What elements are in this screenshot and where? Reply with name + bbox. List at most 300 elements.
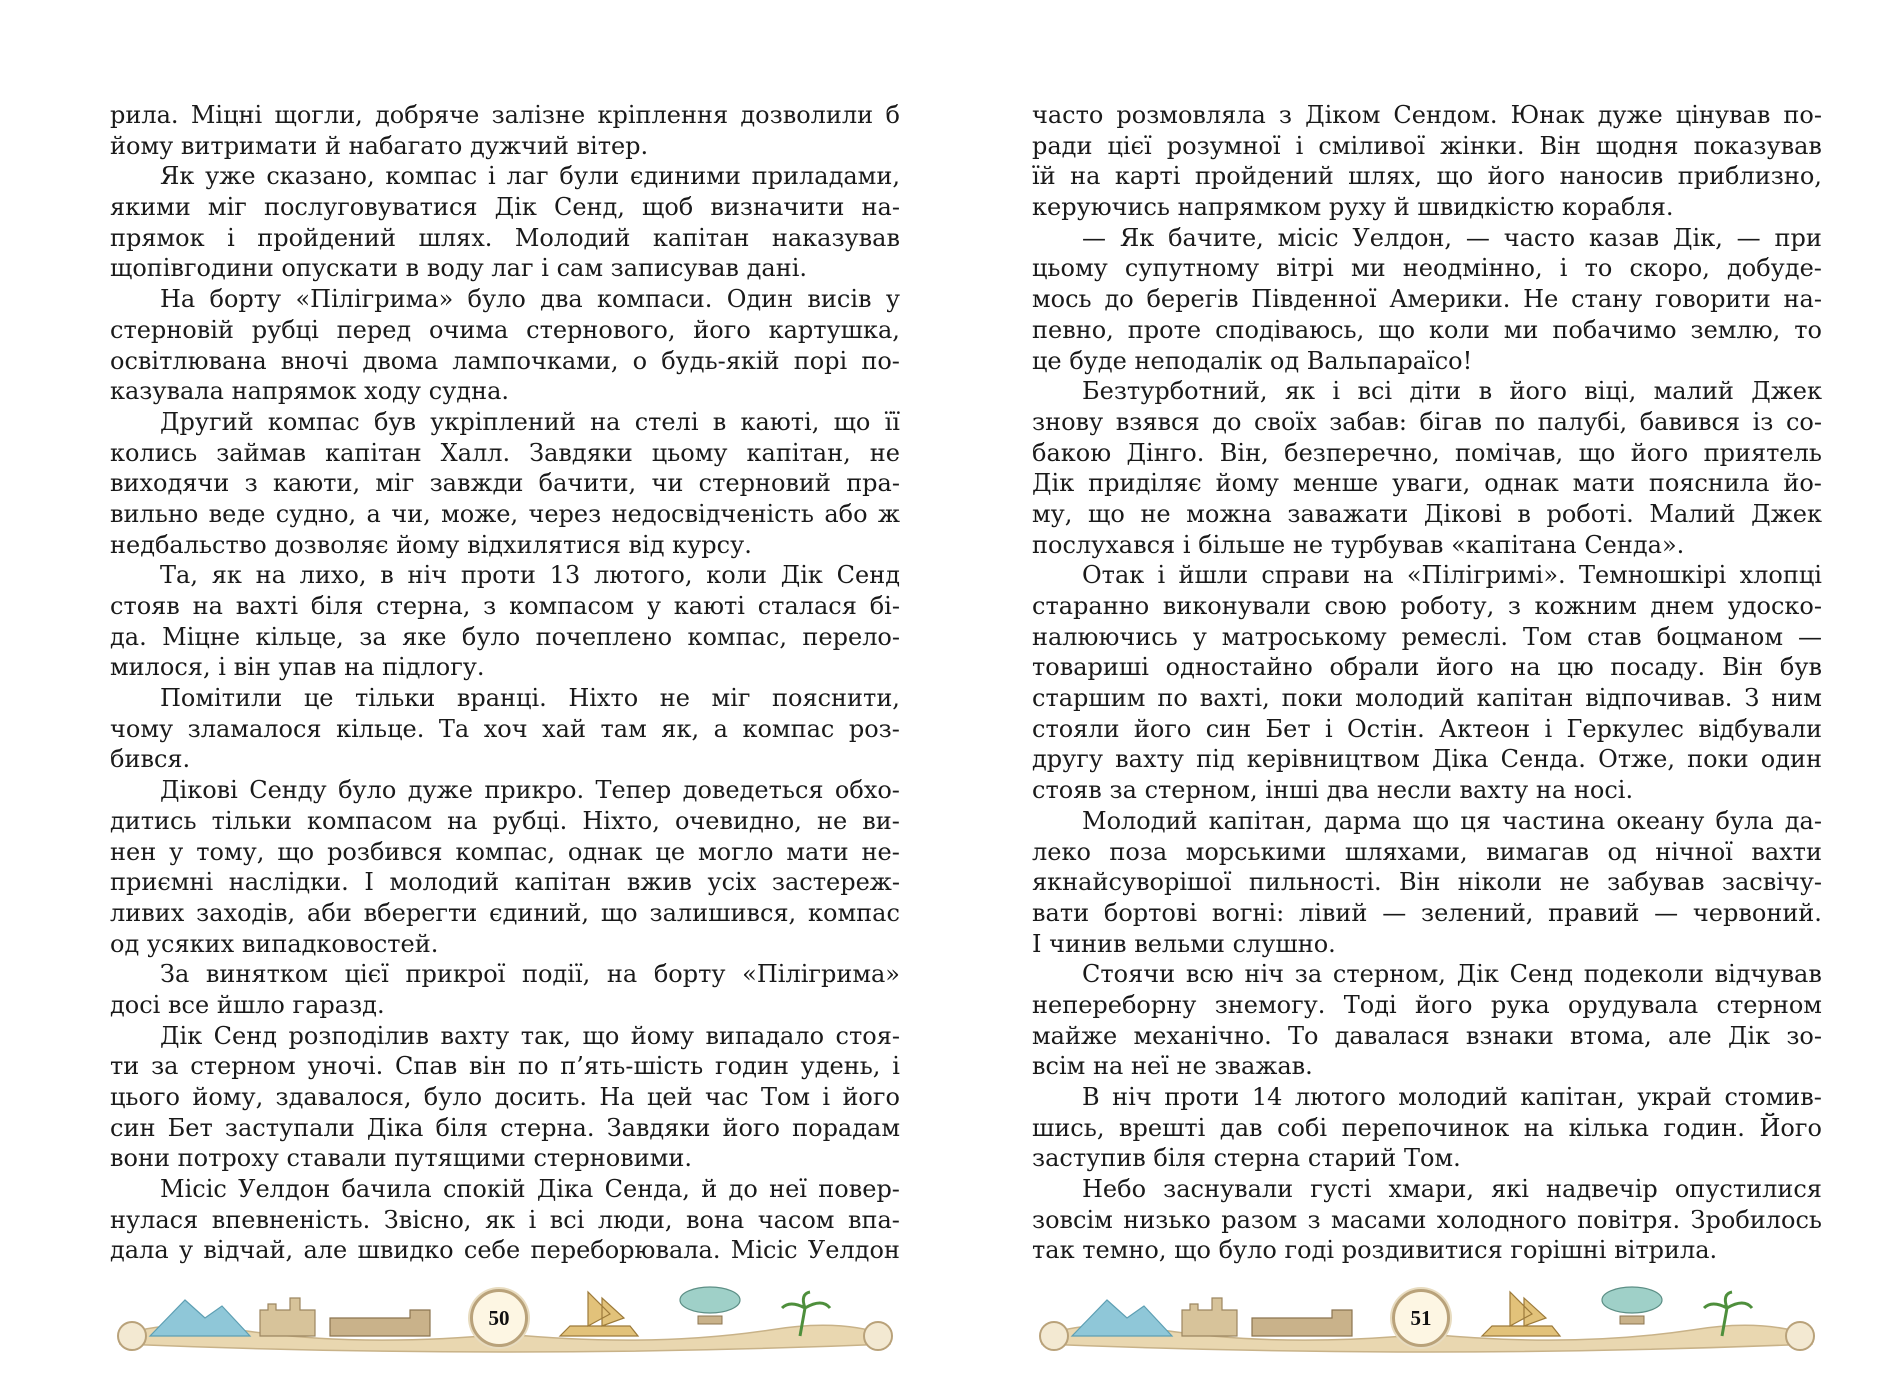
text-line: [1032, 1174, 1822, 1205]
word: було: [467, 285, 526, 314]
word: Геркулес: [1566, 714, 1684, 743]
word: слушно.: [1232, 929, 1336, 958]
word: досить.: [494, 1083, 588, 1111]
word: на-: [861, 193, 900, 222]
word: нен: [110, 837, 157, 866]
word: не: [816, 806, 848, 835]
word: Сендом.: [1393, 101, 1498, 129]
word: В: [1082, 1083, 1100, 1111]
word: у: [178, 1236, 194, 1265]
word: почеплено: [535, 622, 673, 651]
word: Бет: [167, 1113, 213, 1142]
word: рубці.: [492, 806, 568, 835]
word: темно,: [1082, 1236, 1167, 1265]
word: з: [1278, 101, 1293, 129]
word: його: [722, 1113, 780, 1142]
word: тільки: [211, 806, 292, 835]
word: часом: [757, 1205, 835, 1234]
word: й: [1393, 193, 1410, 222]
word: судно,: [275, 499, 357, 528]
word: З: [1744, 684, 1760, 713]
text-line: [110, 131, 900, 162]
word: Діка: [1431, 745, 1489, 774]
word: сміливої: [1318, 131, 1426, 160]
word: капітан: [652, 223, 750, 252]
word: стерна: [1213, 1144, 1301, 1173]
word: собі: [1277, 1113, 1328, 1142]
text-line: [1032, 837, 1822, 868]
word: але: [1667, 1021, 1712, 1050]
word: була: [1715, 806, 1774, 835]
word: б: [885, 101, 900, 129]
word: —: [1736, 223, 1761, 252]
word: два: [1326, 776, 1370, 805]
text-line: [110, 1082, 900, 1113]
word: бачила: [341, 1175, 432, 1204]
word: був: [373, 407, 417, 436]
text-line: [110, 990, 900, 1021]
word: витримати: [180, 131, 318, 160]
text-line: [1032, 192, 1822, 223]
word: корабля.: [1561, 193, 1674, 222]
word: дуже: [1597, 101, 1663, 129]
word: бігав: [1419, 407, 1483, 436]
word: неї: [769, 1175, 807, 1204]
word: каюти,: [272, 469, 361, 498]
word: пра-: [846, 469, 900, 498]
word: нулася: [110, 1205, 199, 1234]
word: рубці: [251, 315, 319, 344]
word: йому: [396, 530, 460, 559]
word: не: [1176, 1052, 1207, 1081]
word: це: [655, 837, 686, 866]
castle-icon: [1182, 1298, 1237, 1336]
word: од: [110, 929, 140, 958]
word: капітан: [514, 868, 612, 897]
word: годин.: [1663, 1113, 1745, 1142]
word: а: [713, 714, 728, 743]
word: од: [1269, 346, 1300, 375]
word: Бет: [1265, 714, 1311, 743]
word: дарма: [1323, 806, 1402, 835]
word: це: [303, 684, 334, 713]
text-line: [1032, 744, 1822, 775]
word: воду: [426, 254, 484, 283]
word: потроху: [177, 1144, 279, 1173]
text-line: [1032, 898, 1822, 929]
word: непереборну: [1032, 990, 1197, 1019]
text-line: [1032, 714, 1822, 745]
text-line: [110, 560, 900, 591]
text-line: [110, 1143, 900, 1174]
text-line: [110, 898, 900, 929]
word: порадам: [792, 1113, 900, 1142]
word: його: [1133, 714, 1192, 743]
word: а: [366, 499, 381, 528]
word: Місіс: [730, 1236, 798, 1265]
word: Джек: [1751, 377, 1822, 406]
word: носі.: [1573, 776, 1634, 805]
word: чи: [651, 469, 684, 498]
word: вітрила.: [1614, 1236, 1718, 1265]
word: наказував: [771, 223, 900, 252]
word: сталася: [757, 592, 857, 620]
word: люди,: [597, 1205, 673, 1234]
word: вахті,: [1199, 684, 1270, 713]
text-line: [110, 499, 900, 530]
word: вжив: [626, 868, 692, 897]
word: пильності.: [1248, 868, 1382, 897]
text-line: [1032, 407, 1822, 438]
word: лівий: [1298, 898, 1368, 927]
word: визначити: [710, 193, 845, 222]
word: здавалося,: [275, 1083, 412, 1111]
word: Завдяки: [606, 1113, 711, 1142]
word: Том.: [1403, 1144, 1461, 1173]
word: перело-: [802, 622, 900, 651]
word: наслідки.: [228, 868, 349, 897]
text-line: [1032, 499, 1822, 530]
word: дитись: [110, 806, 197, 835]
word: на: [447, 806, 478, 835]
word: ставали: [286, 1144, 387, 1173]
word: дала: [110, 1236, 169, 1265]
text-line: [1032, 622, 1822, 653]
word: щопівгодини: [110, 254, 274, 283]
text-line: [110, 959, 900, 990]
word: на-: [1783, 285, 1822, 314]
word: йшло: [216, 990, 285, 1019]
text-line: [110, 530, 900, 561]
word: за: [359, 622, 387, 651]
word: ливих: [110, 898, 185, 927]
word: набагато: [348, 131, 463, 160]
left-page-footer: [110, 1278, 900, 1354]
word: може,: [441, 499, 519, 528]
word: кожним: [1534, 592, 1637, 620]
text-line: [1032, 959, 1822, 990]
word: днем: [1650, 592, 1715, 620]
word: біля: [310, 592, 364, 620]
word: сказано,: [266, 162, 375, 191]
word: стерна.: [500, 1113, 595, 1142]
word: за: [151, 1052, 179, 1081]
word: міг: [207, 193, 247, 222]
word: бачите,: [1168, 223, 1264, 252]
word: землю,: [1690, 315, 1781, 344]
word: він: [233, 653, 271, 682]
word: Дік: [1032, 469, 1075, 498]
word: компаси.: [596, 285, 713, 314]
word: й: [324, 131, 341, 160]
word: ви-: [862, 806, 900, 835]
word: чи,: [391, 499, 431, 528]
word: біля: [435, 1113, 489, 1142]
word: заступали: [224, 1113, 355, 1142]
word: густі: [1310, 1175, 1372, 1204]
word: компас,: [455, 837, 555, 866]
word: безперечно,: [1284, 438, 1440, 467]
word: на: [255, 561, 286, 590]
word: вахту: [440, 1021, 510, 1050]
word: і: [1157, 561, 1166, 590]
word: компас: [808, 898, 900, 927]
word: стерном: [1716, 990, 1822, 1019]
word: застереж-: [771, 868, 900, 897]
word: механічно.: [1133, 1021, 1272, 1050]
word: Міцне: [162, 622, 241, 651]
word: Дік: [1727, 1021, 1771, 1050]
word: Дік: [160, 1021, 203, 1050]
word: Малий: [1649, 499, 1736, 528]
word: відхилятися: [467, 530, 621, 559]
word: Остін.: [1347, 714, 1425, 743]
shell-icon: [864, 1322, 892, 1350]
word: Молодий: [1082, 806, 1198, 835]
word: із: [1752, 407, 1774, 436]
text-line: [1032, 1113, 1822, 1144]
word: хоч: [483, 714, 528, 743]
word: говорити: [1655, 285, 1771, 314]
word: і: [1544, 714, 1553, 743]
word: цю: [1557, 653, 1594, 682]
word: рука: [1490, 990, 1550, 1019]
word: зо-: [1786, 1021, 1822, 1050]
word: Діка: [536, 1175, 594, 1204]
word: частина: [1502, 806, 1606, 835]
word: стоя-: [835, 1021, 900, 1050]
word: старий: [1307, 1144, 1397, 1173]
word: Діком: [1305, 101, 1381, 129]
word: розумної: [1166, 131, 1281, 160]
word: стерновій: [110, 315, 234, 344]
word: впа-: [847, 1205, 900, 1234]
word: лихо,: [299, 561, 367, 590]
word: подеколи: [1583, 960, 1704, 989]
word: Сенда,: [604, 1175, 690, 1204]
word: За: [160, 960, 190, 989]
word: кільце.: [336, 714, 425, 743]
text-line: [110, 591, 900, 622]
word: відбували: [1698, 714, 1822, 743]
word: правий: [1548, 898, 1640, 927]
text-line: [110, 284, 900, 315]
word: зелений,: [1421, 898, 1534, 927]
text-line: [1032, 161, 1822, 192]
word: його: [1487, 162, 1546, 191]
word: Америки.: [1389, 285, 1511, 314]
word: жінки.: [1440, 131, 1525, 160]
word: цей: [646, 1083, 693, 1111]
word: вахту: [1459, 776, 1529, 805]
sailing-ship-icon: [1482, 1292, 1560, 1336]
text-line: [110, 929, 900, 960]
word: послуговуватися: [263, 193, 478, 222]
word: Не: [1523, 285, 1559, 314]
word: було: [338, 776, 397, 805]
word: мати: [1572, 469, 1635, 498]
word: став: [1587, 622, 1642, 651]
word: нічної: [1655, 837, 1733, 866]
shell-icon: [1040, 1322, 1068, 1350]
word: стерна,: [376, 592, 471, 620]
word: коли: [1429, 315, 1490, 344]
word: кільце,: [255, 622, 344, 651]
word: одностайно: [1165, 653, 1313, 682]
word: прямок: [110, 223, 205, 252]
word: з: [244, 469, 258, 498]
word: неподалік: [1134, 346, 1263, 375]
word: шись,: [1032, 1113, 1105, 1142]
word: досі: [110, 990, 161, 1019]
text-line: [1032, 100, 1822, 131]
word: що: [582, 1021, 620, 1050]
text-line: [1032, 284, 1822, 315]
text-line: [110, 1113, 900, 1144]
word: да.: [110, 622, 147, 651]
word: опускати: [281, 254, 398, 283]
word: Він,: [1219, 438, 1269, 467]
word: Халл.: [440, 438, 511, 467]
word: могло: [698, 837, 774, 866]
word: Уелдон,: [1352, 223, 1453, 252]
text-line: [1032, 1235, 1822, 1266]
word: кілька: [1568, 1113, 1649, 1142]
word: вати: [1032, 898, 1090, 927]
word: капітан,: [1520, 1083, 1625, 1111]
castle-icon: [330, 1310, 430, 1336]
word: яке: [402, 622, 447, 651]
page-number: 50: [470, 1289, 528, 1347]
word: тому,: [196, 837, 265, 866]
word: показував: [1693, 131, 1822, 160]
word: Один: [726, 285, 794, 314]
word: на: [606, 960, 638, 989]
word: лампочками,: [452, 346, 619, 375]
word: його: [1436, 653, 1494, 682]
word: в: [405, 254, 420, 283]
word: йо-: [1783, 469, 1822, 498]
word: прикро.: [484, 776, 585, 805]
word: Він: [1399, 868, 1441, 897]
word: Зробилось: [1690, 1205, 1822, 1234]
word: каюті,: [740, 407, 820, 436]
text-line: [1032, 683, 1822, 714]
text-line: [1032, 131, 1822, 162]
word: Юнак: [1510, 101, 1585, 129]
word: і: [892, 1052, 900, 1081]
word: з: [1507, 592, 1521, 620]
word: Сенда.: [1500, 745, 1586, 774]
word: судна.: [428, 377, 510, 406]
word: приємні: [110, 868, 214, 897]
word: разом: [1221, 1205, 1298, 1234]
word: молодий: [1355, 684, 1465, 713]
text-line: [1032, 867, 1822, 898]
word: швидкістю: [1417, 193, 1555, 222]
word: або: [824, 499, 868, 528]
word: холодного: [1436, 1205, 1567, 1234]
word: Дік: [780, 561, 823, 590]
word: якнайсуворішої: [1032, 868, 1232, 897]
word: місіс: [1277, 223, 1339, 252]
word: приятель: [1703, 438, 1822, 467]
word: себе: [463, 1236, 521, 1265]
word: од: [1607, 837, 1637, 866]
word: вітрі: [1276, 254, 1334, 283]
text-line: [110, 376, 900, 407]
word: в: [712, 407, 727, 436]
word: відчував: [1714, 960, 1822, 989]
word: путящими: [394, 1144, 526, 1173]
word: молодий: [1398, 1083, 1508, 1111]
word: зовсім: [1032, 1205, 1113, 1234]
word: стояли: [1032, 714, 1120, 743]
word: вранці.: [456, 684, 547, 713]
word: якими: [110, 193, 191, 222]
word: супутному: [1124, 254, 1260, 283]
word: по: [1494, 407, 1526, 436]
word: берегів: [1146, 285, 1239, 314]
word: шлях,: [1348, 162, 1423, 191]
word: масами: [1331, 1205, 1427, 1234]
word: товариші: [1032, 653, 1149, 682]
word: цієї: [1107, 131, 1152, 160]
word: рила.: [110, 101, 179, 129]
word: було: [1218, 1236, 1277, 1265]
word: завжди: [429, 469, 524, 498]
left-page-text: [110, 100, 900, 1266]
word: бавився: [1639, 407, 1741, 436]
text-line: [110, 468, 900, 499]
word: впевненість.: [211, 1205, 371, 1234]
word: на: [1070, 162, 1101, 191]
word: Сенд: [1509, 960, 1573, 989]
word: ніч: [1244, 960, 1284, 989]
word: буде: [1069, 346, 1127, 375]
word: ніколи: [1457, 868, 1543, 897]
word: океану: [1616, 806, 1705, 835]
word: ми: [1350, 254, 1386, 283]
word: пояснити,: [772, 684, 900, 713]
word: Його: [1759, 1113, 1822, 1142]
text-line: [110, 1235, 900, 1266]
word: за: [1109, 776, 1137, 805]
right-page: [1032, 100, 1822, 1266]
word: на: [1092, 1052, 1124, 1081]
word: під: [1196, 745, 1235, 774]
word: як: [1284, 377, 1315, 406]
word: напрямок: [231, 377, 357, 406]
word: по: [518, 1052, 549, 1081]
word: всі: [1357, 377, 1393, 406]
word: повітря.: [1577, 1205, 1681, 1234]
word: матроському: [1221, 622, 1387, 651]
text-line: [110, 223, 900, 254]
text-line: [1032, 652, 1822, 683]
word: швидко: [357, 1236, 454, 1265]
word: Він: [1539, 131, 1581, 160]
right-page-footer: [1032, 1278, 1822, 1354]
word: каюті: [673, 592, 745, 620]
word: його: [1415, 990, 1473, 1019]
word: але: [303, 1236, 348, 1265]
word: Він: [1721, 653, 1764, 682]
word: до: [728, 1175, 758, 1204]
word: помічав,: [1455, 438, 1564, 467]
word: Тоді: [1343, 990, 1397, 1019]
word: однак: [567, 837, 643, 866]
